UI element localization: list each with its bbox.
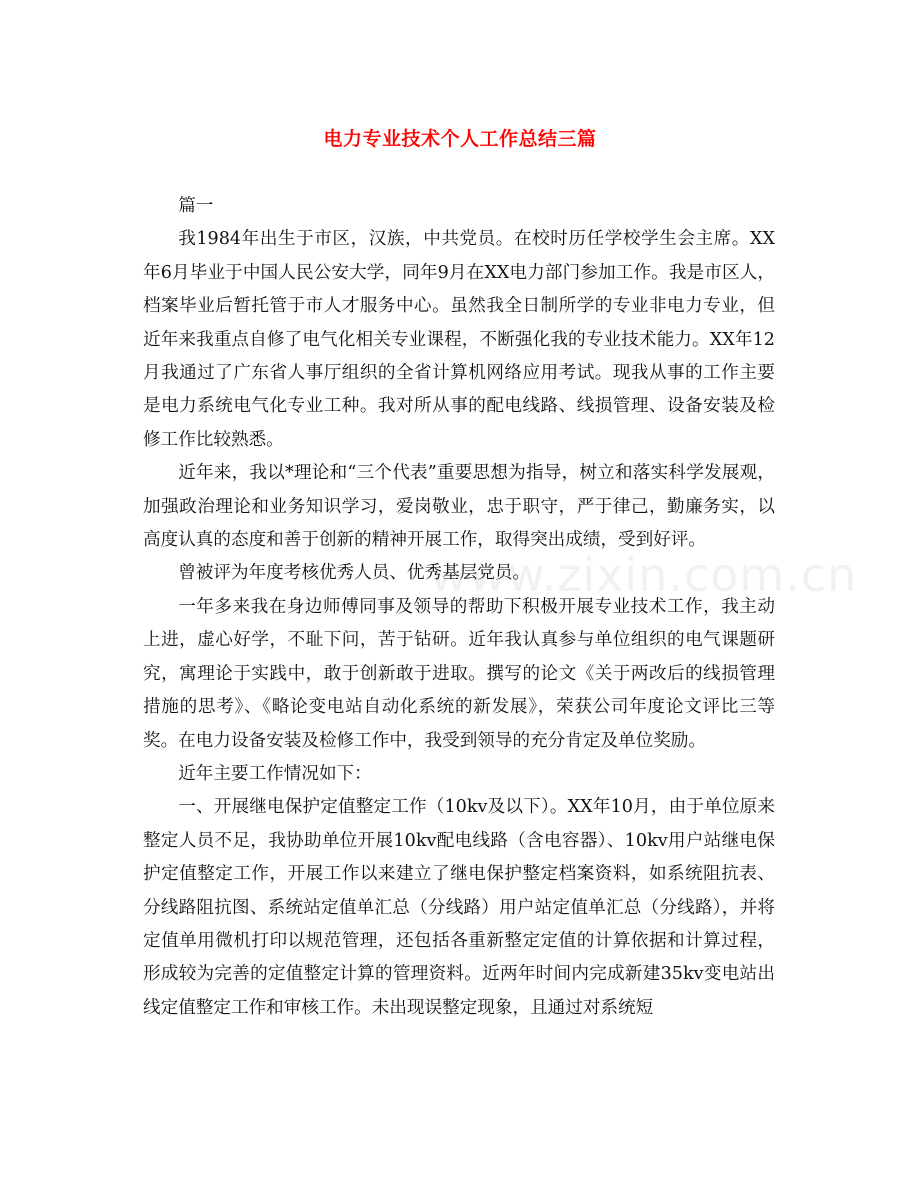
paragraph: 一、开展继电保护定值整定工作（10kv及以下）。XX年10月，由于单位原来整定人员不足，我协助单位开展10kv配电线路（含电容器）、10kv用户站继电保护定值整定工作，开展工作以来建立了继电保护整定档案资料，如系统阻抗表、分线路阻抗图、系统站定值单汇总（分线路）用户站定值单汇总（分线路），并将定值单用微机打印以规范管理，还包括各重新整定定值的计算依据和计算过程，形成较为完善的定值整定计算的管理资料。近两年时间内完成新建35kv变电站出线定值整定工作和审核工作。未出现误整定现象，且通过对系统短 <box>143 797 775 1018</box>
section-heading: 篇一 <box>178 196 214 216</box>
paragraph: 曾被评为年度考核优秀人员、优秀基层党员。 <box>178 563 531 584</box>
paragraph: 我1984年出生于市区，汉族，中共党员。在校时历任学校学生会主席。XX年6月毕业于中国人民公安大学，同年9月在XX电力部门参加工作。我是市区人，档案毕业后暂托管于市人才服务中心。虽然我全日制所学的专业非电力专业，但近年来我重点自修了电气化相关专业课程，不断强化我的专业技术能力。XX年12月我通过了广东省人事厅组织的全省计算机网络应用考试。现我从事的工作主要是电力系统电气化专业工种。我对所从事的配电线路、线损管理、设备安装及检修工作比较熟悉。 <box>143 229 775 450</box>
paragraph: 近年主要工作情况如下： <box>178 763 372 784</box>
document-body <box>143 190 775 1025</box>
watermark: www.zixin.com.cn <box>430 548 858 602</box>
paragraph: 近年来，我以*理论和“三个代表”重要思想为指导，树立和落实科学发展观，加强政治理论和业务知识学习，爱岗敬业，忠于职守，严于律己，勤廉务实，以高度认真的态度和善于创新的精神开展工作，取得突出成绩，受到好评。 <box>143 463 775 551</box>
paragraph: 一年多来我在身边师傅同事及领导的帮助下积极开展专业技术工作，我主动上进，虚心好学，不耻下问，苦于钻研。近年我认真参与单位组织的电气课题研究，寓理论于实践中，敢于创新敢于进取。撰写的论文《关于两改后的线损管理措施的思考》、《略论变电站自动化系统的新发展》，荣获公司年度论文评比三等奖。在电力设备安装及检修工作中，我受到领导的充分肯定及单位奖励。 <box>143 596 775 751</box>
document-title: 电力专业技术个人工作总结三篇 <box>323 128 597 150</box>
